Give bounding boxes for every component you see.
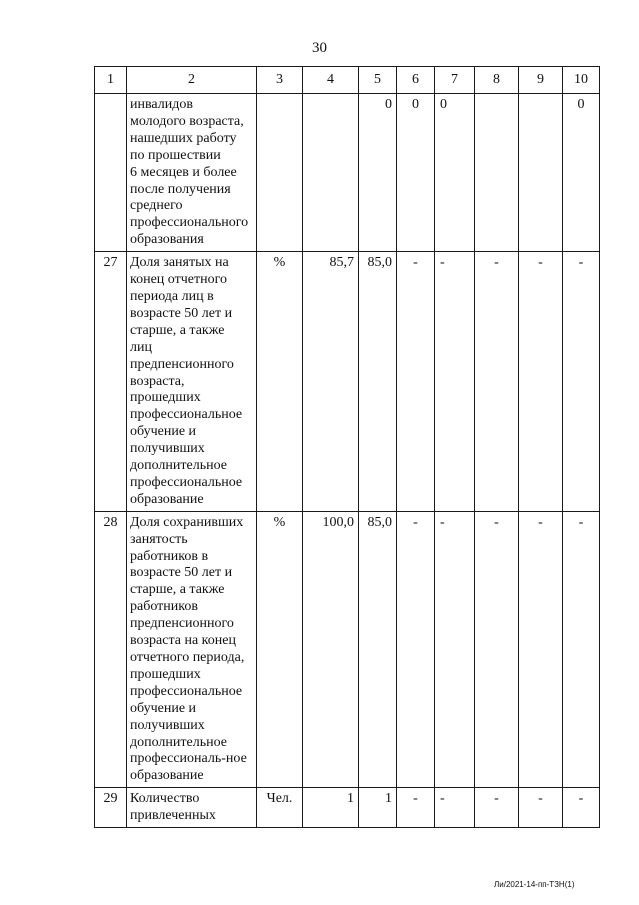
indicator-name-line: старше, а также <box>130 322 225 338</box>
col10-value: - <box>563 252 600 512</box>
indicator-name-line: дополнительное <box>130 458 227 474</box>
col7-value: - <box>435 511 475 788</box>
row-number: 27 <box>95 252 127 512</box>
table-header <box>95 67 600 94</box>
indicator-name-line: отчетного периода, <box>130 650 245 665</box>
col4-value: 100,0 <box>303 511 359 788</box>
unit-cell <box>257 94 303 252</box>
col9-value: - <box>519 252 563 512</box>
col7-value: - <box>435 252 475 512</box>
header-col-4: 4 <box>303 67 359 94</box>
col8-value: - <box>475 252 519 512</box>
col9-value <box>519 94 563 252</box>
col5-value: 85,0 <box>359 511 397 788</box>
col6-value: - <box>397 788 435 828</box>
indicator-name-line: профессиональное <box>130 407 243 423</box>
table-body <box>95 94 600 828</box>
indicator-name-line: профессиональное <box>130 683 243 699</box>
indicator-name-line: инвалидов <box>130 97 193 112</box>
header-col-10: 10 <box>563 67 600 94</box>
indicator-name-line: возраста на конец <box>130 633 236 649</box>
col5-value: 1 <box>359 788 397 828</box>
row-number <box>95 94 127 252</box>
indicator-name-line: профессиональное <box>130 474 243 490</box>
col4-value: 85,7 <box>303 252 359 512</box>
indicator-name-line: прошедших <box>130 390 201 406</box>
col9-value: - <box>519 788 563 828</box>
indicator-name-line: профессиональ-ное <box>130 751 247 767</box>
indicator-name-line: возрасте 50 лет и <box>130 305 233 321</box>
indicator-name-line: образования <box>130 232 204 248</box>
header-col-7: 7 <box>435 67 475 94</box>
indicator-name <box>127 252 257 512</box>
indicator-name <box>127 511 257 788</box>
col4-value: 1 <box>303 788 359 828</box>
page-number: 30 <box>312 40 327 56</box>
col5-value: 0 <box>359 94 397 252</box>
indicator-name-line: Количество <box>130 791 200 807</box>
header-col-3: 3 <box>257 67 303 94</box>
indicator-name-line: работников в <box>130 548 209 564</box>
indicator-name-line: работников <box>130 599 198 615</box>
col10-value: 0 <box>563 94 600 252</box>
indicator-name-line: по прошествии <box>130 147 221 163</box>
table-row <box>95 252 600 512</box>
indicator-name-line: профессионального <box>130 215 249 231</box>
col4-value <box>303 94 359 252</box>
indicator-name-line: предпенсионного <box>130 616 234 632</box>
indicator-name-line: обучение и <box>130 700 197 716</box>
indicator-name-line: образование <box>130 768 204 784</box>
col8-value <box>475 94 519 252</box>
col8-value: - <box>475 511 519 788</box>
indicator-name-line: предпенсионного <box>130 356 234 372</box>
unit-cell: % <box>257 252 303 512</box>
indicator-name-line: Доля занятых на <box>130 255 229 271</box>
col10-value: - <box>563 511 600 788</box>
col7-value: - <box>435 788 475 828</box>
indicator-name-line: Доля сохранивших <box>130 514 244 530</box>
indicators-table <box>94 66 600 828</box>
col8-value: - <box>475 788 519 828</box>
col6-value: 0 <box>397 94 435 252</box>
indicator-name-line: среднего <box>130 198 183 214</box>
indicator-name-line: возраста, <box>130 373 185 389</box>
table-row <box>95 511 600 788</box>
row-number: 29 <box>95 788 127 828</box>
indicator-name-line: получивших <box>130 441 205 457</box>
col7-value: 0 <box>435 94 475 252</box>
table-row <box>95 94 600 252</box>
indicator-name-line: привлеченных <box>130 808 216 824</box>
indicator-name-line: дополнительное <box>130 734 227 750</box>
indicator-name-line: занятость <box>130 531 188 547</box>
indicator-name-line: лиц <box>130 339 152 355</box>
header-col-8: 8 <box>475 67 519 94</box>
col6-value: - <box>397 252 435 512</box>
unit-cell: % <box>257 511 303 788</box>
indicator-name-line: конец отчетного <box>130 272 227 288</box>
indicator-name-line: молодого возраста, <box>130 113 244 129</box>
indicator-name-line: получивших <box>130 717 205 733</box>
indicator-name-line: периода лиц в <box>130 288 214 304</box>
indicator-name-line: образование <box>130 491 204 507</box>
col5-value: 85,0 <box>359 252 397 512</box>
col9-value: - <box>519 511 563 788</box>
indicator-name-line: обучение и <box>130 424 197 440</box>
indicator-name-line: нашедших работу <box>130 130 237 146</box>
table-row <box>95 788 600 828</box>
row-number: 28 <box>95 511 127 788</box>
unit-cell: Чел. <box>257 788 303 828</box>
indicator-name-line: старше, а также <box>130 582 225 598</box>
indicator-name-line: после получения <box>130 181 231 197</box>
indicator-name <box>127 788 257 828</box>
header-col-9: 9 <box>519 67 563 94</box>
header-col-5: 5 <box>359 67 397 94</box>
indicator-name-line: прошедших <box>130 666 201 682</box>
col6-value: - <box>397 511 435 788</box>
header-row <box>95 67 600 94</box>
indicator-name-line: возрасте 50 лет и <box>130 565 233 581</box>
document-code: Ли/2021-14-пп-ТЗН(1) <box>494 880 575 889</box>
col10-value: - <box>563 788 600 828</box>
indicator-name <box>127 94 257 252</box>
header-col-2: 2 <box>127 67 257 94</box>
indicator-name-line: 6 месяцев и более <box>130 164 237 180</box>
header-col-6: 6 <box>397 67 435 94</box>
header-col-1: 1 <box>95 67 127 94</box>
